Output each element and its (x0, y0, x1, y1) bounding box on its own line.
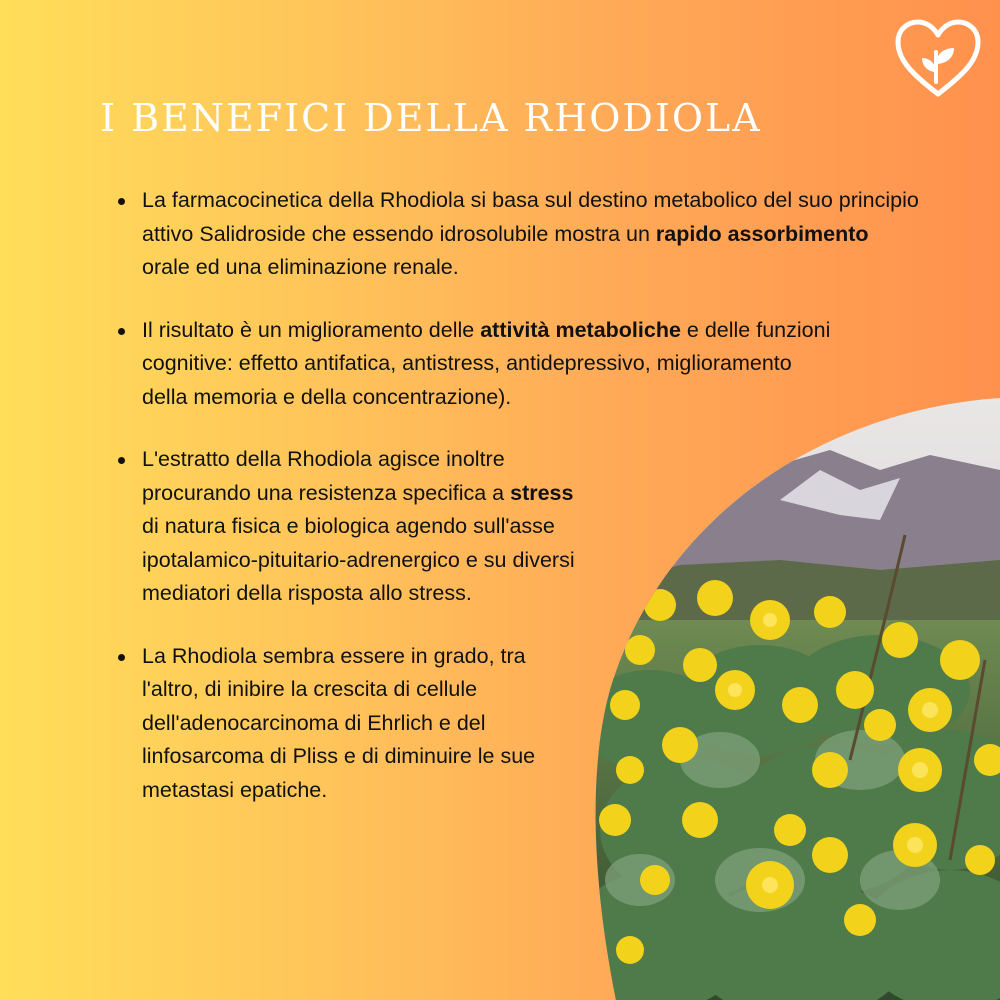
page-title: I BENEFICI DELLA RHODIOLA (100, 96, 762, 140)
benefits-list (118, 184, 938, 807)
list-item (118, 314, 832, 415)
bullet-text: orale ed una eliminazione renale. (142, 255, 459, 279)
list-item (118, 640, 582, 808)
bullet-text: di natura fisica e biologica agendo sull'asse ipotalamico-pituitario-adrenergico e su diversi mediatori della risposta allo stress. (142, 514, 575, 605)
bullet-highlight: rapido assorbimento (655, 221, 869, 246)
bullet-highlight: attività metaboliche (480, 317, 681, 342)
list-item (118, 443, 582, 611)
list-item (118, 184, 922, 285)
bullet-text: La Rhodiola sembra essere in grado, tra l'altro, di inibire la crescita di cellule dell'adenocarcinoma di Ehrlich e del linfosarcoma di Pliss e di diminuire le sue metastasi epatiche. (142, 643, 536, 802)
bullet-text: e delle funzioni cognitive: effetto antifatica, antistress, antidepressivo, miglioramento della memoria e della concentrazione). (142, 317, 831, 409)
bullet-text: L'estratto della Rhodiola agisce inoltre procurando una resistenza specifica a (142, 447, 511, 505)
heart-sprout-icon (892, 16, 984, 100)
bullet-highlight: stress (510, 480, 574, 505)
bullet-text: La farmacocinetica della Rhodiola si basa sul destino metabolico del suo principio attivo Salidroside che essendo idrosolubile mostra un (142, 188, 919, 246)
bullet-text: Il risultato è un miglioramento delle (142, 317, 481, 342)
